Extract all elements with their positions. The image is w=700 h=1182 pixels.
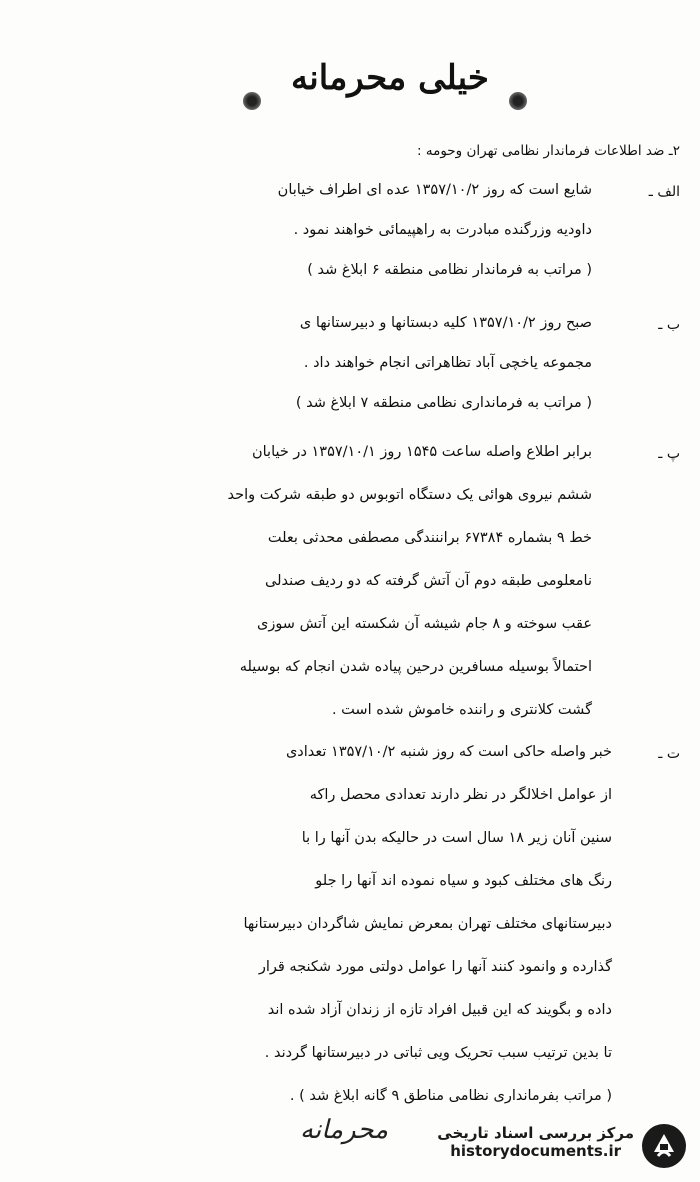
paragraph-label: پ ـ xyxy=(658,446,680,462)
text-line: شایع است که روز ۱۳۵۷/۱۰/۲ عده ای اطراف خیابان xyxy=(277,182,592,198)
text-line: خط ۹ بشماره ۶۷۳۸۴ براننندگی مصطفی محدثی بعلت xyxy=(267,530,592,546)
text-line: سنین آنان زیر ۱۸ سال است در حالیکه بدن آنها را با xyxy=(301,830,612,846)
handwritten-stamp: محرمانه xyxy=(300,1115,389,1145)
text-line: مجموعه یاخچی آباد تظاهراتی انجام خواهند داد . xyxy=(303,355,592,371)
paragraph-label: الف ـ xyxy=(648,184,680,200)
text-line: خبر واصله حاکی است که روز شنبه ۱۳۵۷/۱۰/۲ تعدادی xyxy=(285,744,612,760)
text-line: گذارده و وانمود کنند آنها را عوامل دولتی مورد شکنجه قرار xyxy=(258,959,612,975)
section-heading: ۲ـ ضد اطلاعات فرماندار نظامی تهران وحومه : xyxy=(417,143,680,159)
text-line: رنگ های مختلف کبود و سیاه نموده اند آنها را جلو xyxy=(315,873,612,889)
text-line: ( مراتب به فرماندار نظامی منطقه ۶ ابلاغ شد ) xyxy=(307,262,592,278)
text-line: داده و بگویند که این قبیل افراد تازه از زندان آزاد شده اند xyxy=(267,1002,612,1018)
text-line: صبح روز ۱۳۵۷/۱۰/۲ کلیه دبستانها و دبیرستانها ی xyxy=(299,315,592,331)
paragraph-label: ت ـ xyxy=(658,746,680,762)
watermark-name: مرکز بررسی اسناد تاریخی xyxy=(437,1124,634,1142)
hole-punch-mark xyxy=(243,92,261,110)
paragraph-lines xyxy=(72,742,612,1116)
text-line: از عوامل اخلالگر در نظر دارند تعدادی محصل راکه xyxy=(309,787,612,803)
text-line: ( مراتب بفرمانداری نظامی مناطق ۹ گانه ابلاغ شد ) . xyxy=(289,1088,612,1104)
paragraph-lines xyxy=(72,180,592,300)
watermark-logo xyxy=(432,1120,694,1175)
text-line: داودیه وزرگنده مبادرت به راهپیمائی خواهند نمود . xyxy=(293,222,592,238)
watermark-text xyxy=(437,1124,634,1160)
paragraph-lines xyxy=(72,313,592,433)
watermark-url: historydocuments.ir xyxy=(450,1142,622,1160)
text-line: نامعلومی طبقه دوم آن آتش گرفته که دو ردیف صندلی xyxy=(265,573,592,589)
text-line: ( مراتب به فرمانداری نظامی منطقه ۷ ابلاغ شد ) xyxy=(295,395,592,411)
text-line: برابر اطلاع واصله ساعت ۱۵۴۵ روز ۱۳۵۷/۱۰/۱ در خیابان xyxy=(251,444,592,460)
classification-title: خیلی محرمانه xyxy=(291,58,489,98)
text-line: دبیرستانهای مختلف تهران بمعرض نمایش شاگردان دبیرستانها xyxy=(243,916,612,932)
paragraph-label: ب ـ xyxy=(658,317,680,333)
text-line: تا بدین ترتیب سبب تحریک ویی ثباتی در دبیرستانها گردند . xyxy=(264,1045,612,1061)
text-line: عقب سوخته و ۸ جام شیشه آن شکسته این آتش سوزی xyxy=(256,616,592,632)
text-line: احتمالاً بوسیله مسافرین درحین پیاده شدن انجام که بوسیله xyxy=(239,659,592,675)
hole-punch-mark xyxy=(509,92,527,110)
text-line: ششم نیروی هوائی یک دستگاه اتوبوس دو طبقه شرکت واحد xyxy=(227,487,592,503)
archive-emblem-icon xyxy=(640,1122,688,1170)
text-line: گشت کلانتری و راننده خاموش شده است . xyxy=(331,702,592,718)
paragraph-lines xyxy=(72,442,592,743)
